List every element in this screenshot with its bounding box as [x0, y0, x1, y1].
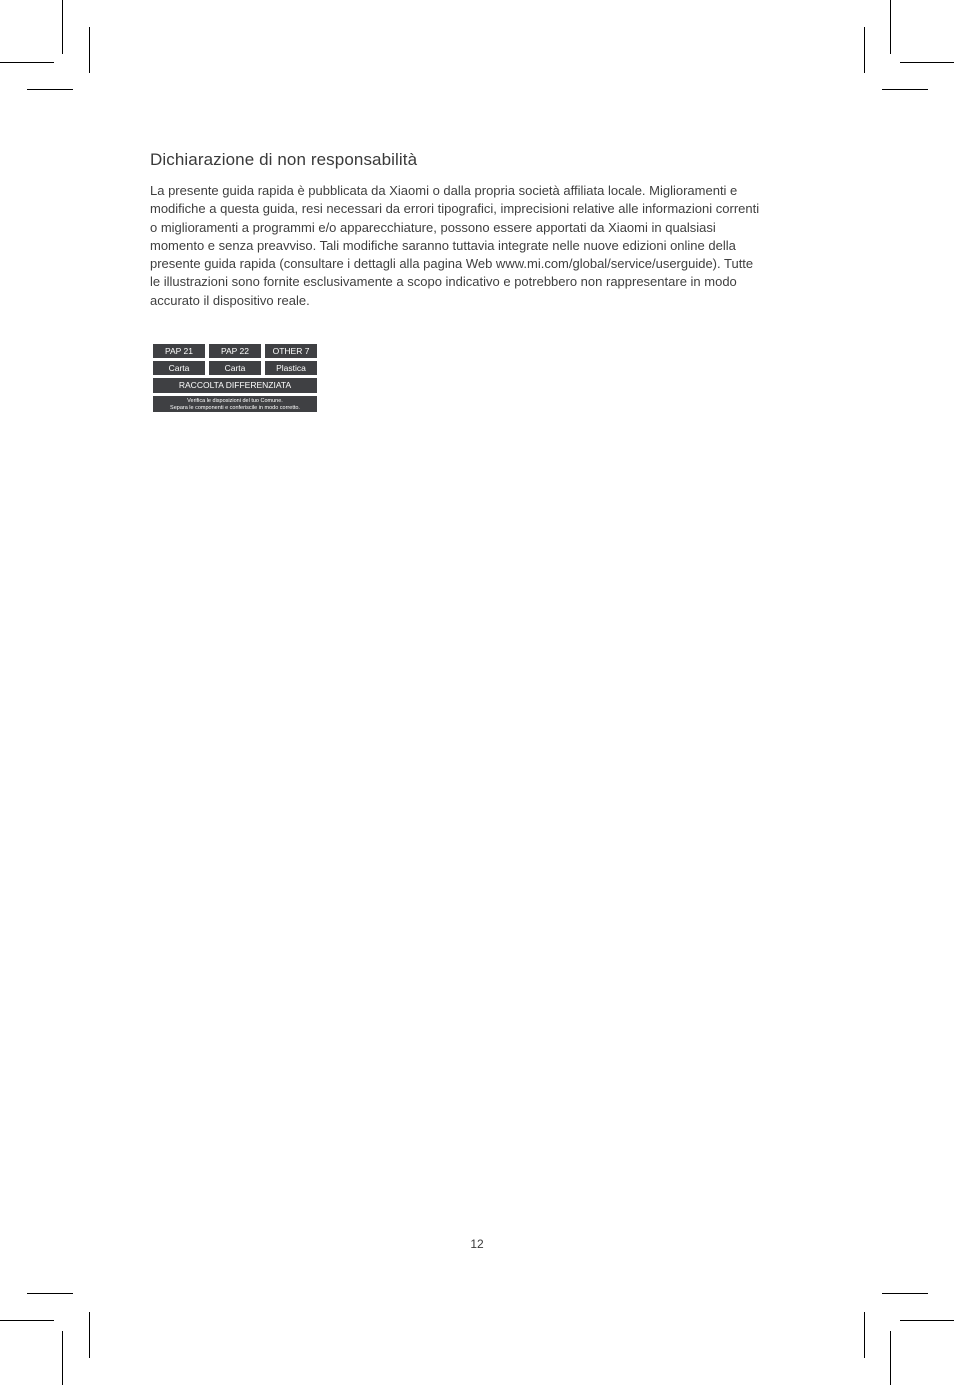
- collection-banner: RACCOLTA DIFFERENZIATA: [153, 378, 317, 393]
- paragraph-line: o miglioramenti a programmi e/o apparecchiature, possono essere apportati da Xiaomi in qualsiasi: [150, 219, 716, 235]
- crop-mark: [890, 0, 891, 54]
- crop-mark: [89, 27, 90, 73]
- crop-mark: [62, 0, 63, 54]
- crop-mark: [864, 1312, 865, 1358]
- crop-mark: [27, 89, 73, 90]
- paragraph-line: modifiche a questa guida, resi necessari da errori tipografici, imprecisioni relative alle informazioni correnti: [150, 201, 760, 217]
- material-code: PAP 22: [209, 344, 261, 358]
- notice-line: Separa le componenti e conferiscile in modo corretto.: [170, 405, 300, 411]
- material-name: Plastica: [265, 361, 317, 375]
- crop-mark: [864, 27, 865, 73]
- material-code: PAP 21: [153, 344, 205, 358]
- paragraph-line: momento e senza preavviso. Tali modifiche saranno tuttavia integrate nelle nuove edizioni online della: [150, 237, 736, 253]
- disposal-notice: [153, 396, 317, 412]
- crop-mark: [890, 1331, 891, 1385]
- material-name: Carta: [153, 361, 205, 375]
- paragraph-line: La presente guida rapida è pubblicata da Xiaomi o dalla propria società affiliata locale. Miglioramenti e: [150, 183, 738, 198]
- notice-line: Verifica le disposizioni del tuo Comune.: [187, 398, 283, 404]
- crop-mark: [900, 1320, 954, 1321]
- disclaimer-paragraph: [150, 182, 812, 310]
- crop-mark: [900, 62, 954, 63]
- paragraph-line: accurato il dispositivo reale.: [150, 292, 310, 308]
- paragraph-line: le illustrazioni sono fornite esclusivamente a scopo indicativo e potrebbero non rappresentare in modo: [150, 274, 737, 290]
- section-title: Dichiarazione di non responsabilità: [150, 150, 418, 169]
- crop-mark: [62, 1331, 63, 1385]
- crop-mark: [882, 89, 928, 90]
- material-codes-row: [153, 344, 317, 358]
- material-code: OTHER 7: [265, 344, 317, 358]
- material-names-row: [153, 361, 317, 375]
- crop-mark: [0, 1320, 54, 1321]
- crop-mark: [0, 62, 54, 63]
- crop-mark: [882, 1293, 928, 1294]
- crop-mark: [27, 1293, 73, 1294]
- page-number: 12: [470, 1237, 484, 1251]
- crop-mark: [89, 1312, 90, 1358]
- material-name: Carta: [209, 361, 261, 375]
- paragraph-line: presente guida rapida (consultare i dettagli alla pagina Web www.mi.com/global/service/userguide). Tutte: [150, 256, 754, 272]
- recycling-label: [153, 344, 317, 412]
